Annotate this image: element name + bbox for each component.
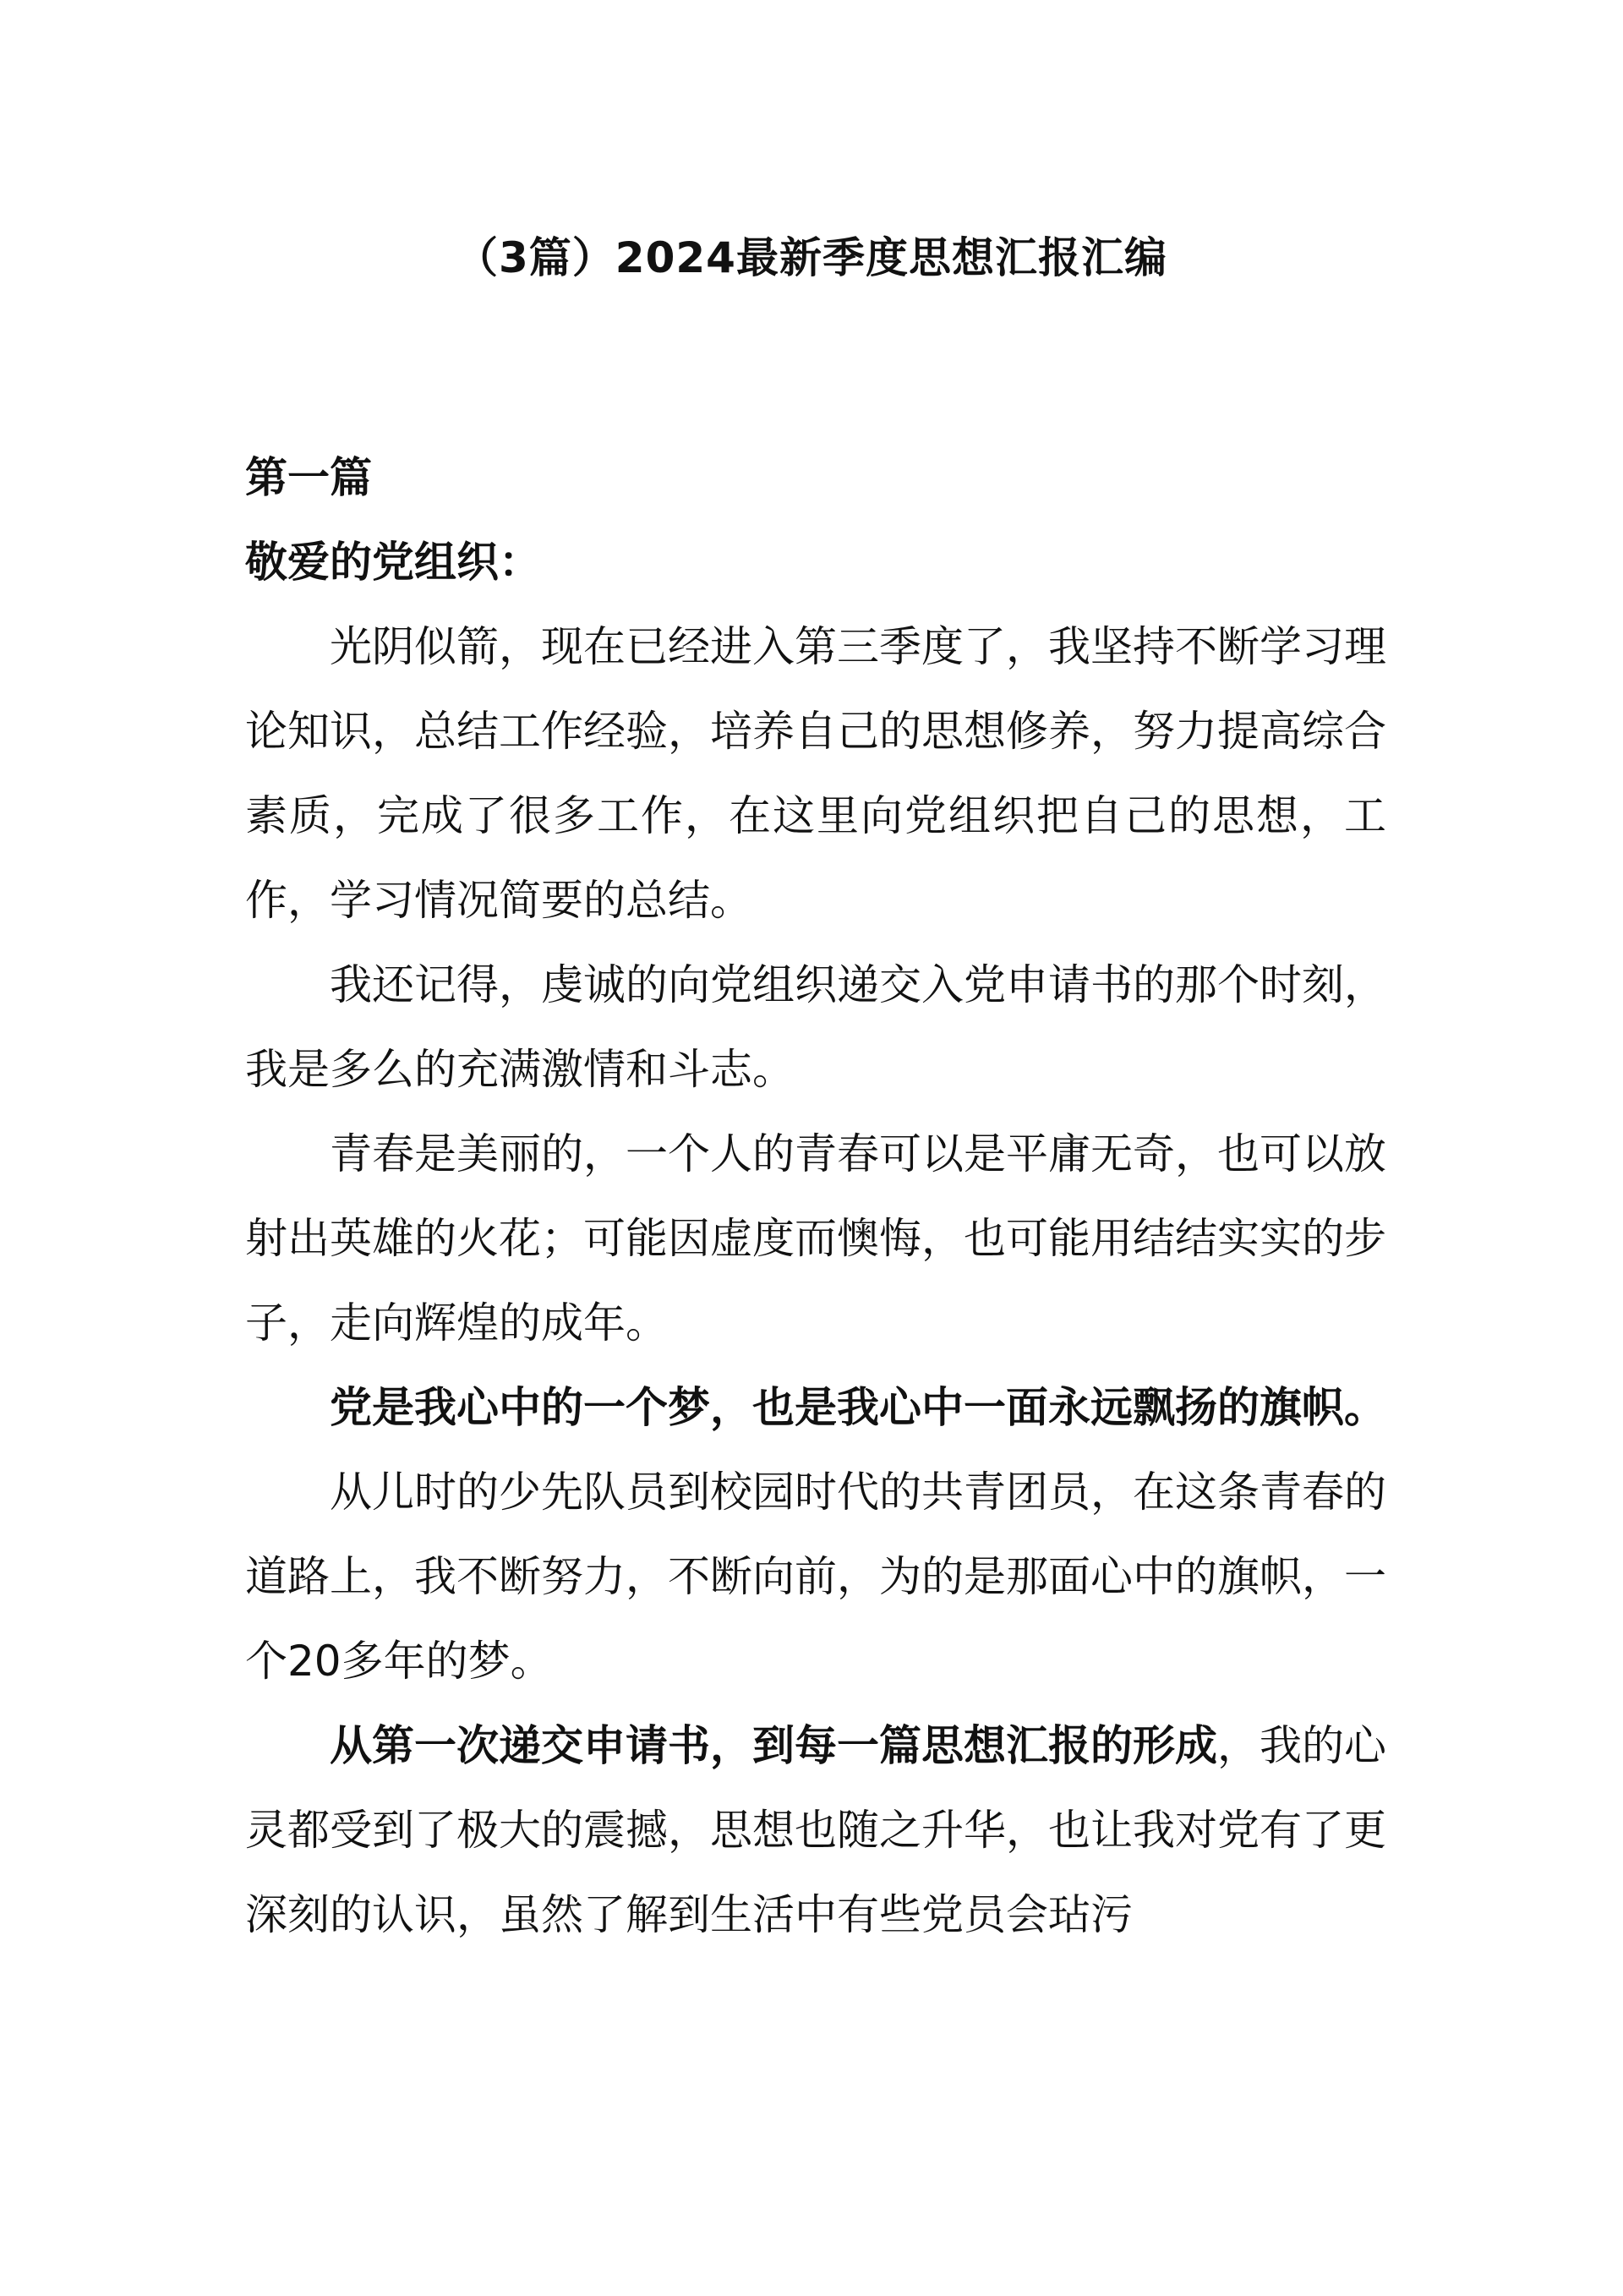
paragraph-6-rest: ，我的心灵都受到了极大的震撼，思想也随之升华，也让我对党有了更深刻的认识，虽然了解到生活中有些党员会玷污 [245, 1721, 1386, 1939]
document-title: （3篇）2024最新季度思想汇报汇编 [456, 233, 1167, 282]
document-body [245, 435, 1386, 1957]
paragraph-2: 我还记得，虔诚的向党组织递交入党申请书的那个时刻，我是多么的充满激情和斗志。 [245, 960, 1386, 1094]
section-heading: 第一篇 [245, 453, 372, 502]
paragraph-1: 光阴似箭，现在已经进入第三季度了，我坚持不断学习理论知识，总结工作经验，培养自己的思想修养，努力提高综合素质，完成了很多工作，在这里向党组织把自己的思想，工作，学习情况简要的总结。 [245, 622, 1386, 925]
paragraph-3: 青春是美丽的，一个人的青春可以是平庸无奇，也可以放射出英雄的火花；可能因虚度而懊悔，也可能用结结实实的步子，走向辉煌的成年。 [245, 1129, 1386, 1348]
salutation: 敬爱的党组织： [245, 538, 541, 587]
paragraph-5: 从儿时的少先队员到校园时代的共青团员，在这条青春的道路上，我不断努力，不断向前，为的是那面心中的旗帜，一个20多年的梦。 [245, 1468, 1386, 1686]
paragraph-6 [245, 1703, 1386, 1957]
paragraph-4-bold: 党是我心中的一个梦，也是我心中一面永远飘扬的旗帜。 [330, 1383, 1386, 1432]
paragraph-6-bold-lead: 从第一次递交申请书，到每一篇思想汇报的形成 [330, 1721, 1217, 1770]
